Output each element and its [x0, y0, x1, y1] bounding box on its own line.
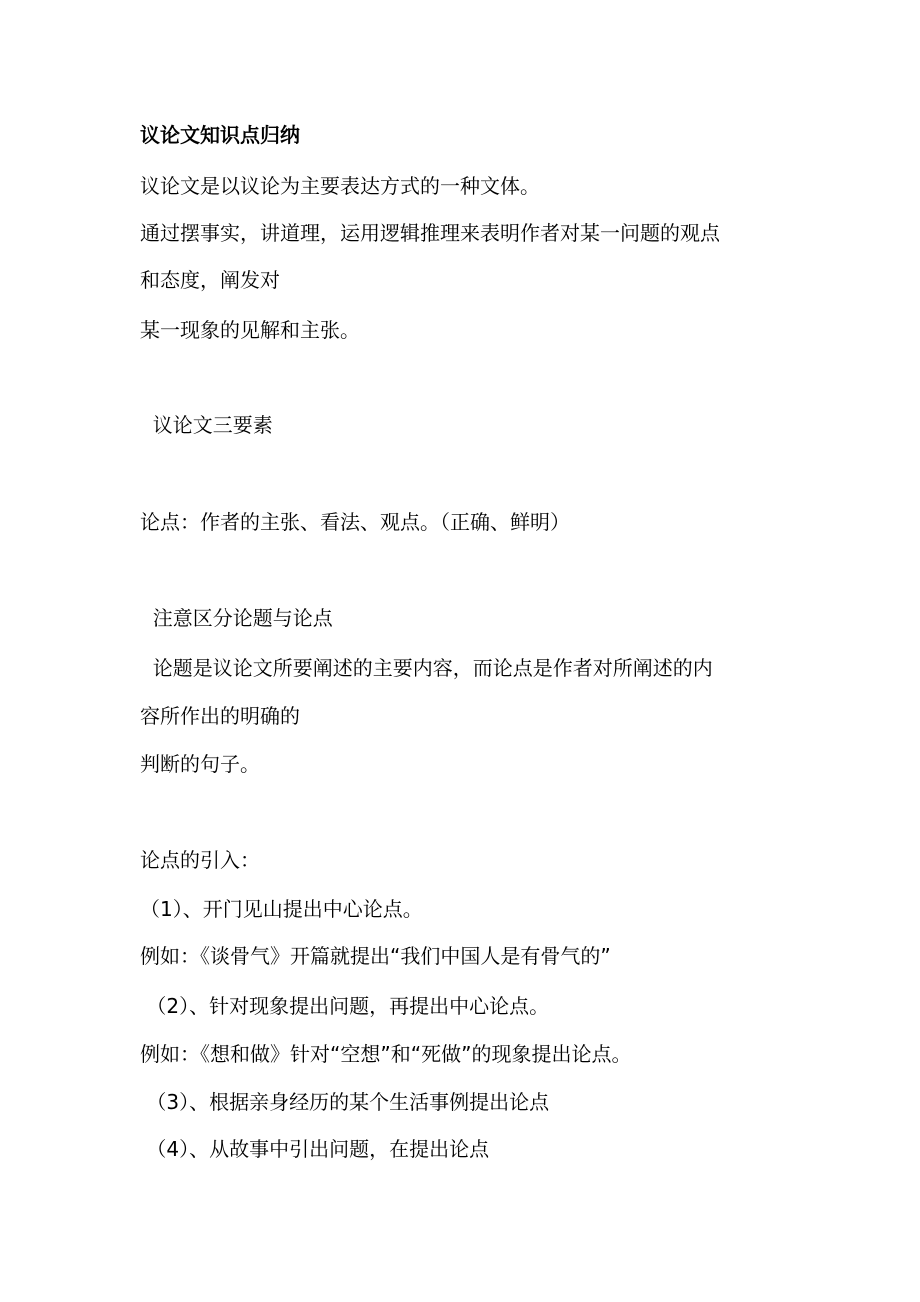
intro-line-1: 议论文是以议论为主要表达方式的一种文体。	[140, 174, 540, 198]
three-elements-heading: 议论文三要素	[140, 413, 273, 437]
argument-definition: 论点：作者的主张、看法、观点。（正确、鲜明）	[140, 510, 570, 534]
distinguish-line-3: 判断的句子。	[140, 752, 260, 776]
intro-line-4: 某一现象的见解和主张。	[140, 318, 360, 342]
introduction-item-3: （3）、根据亲身经历的某个生活事例提出论点	[140, 1090, 550, 1114]
introduction-example-1: 例如：《谈骨气》开篇就提出“我们中国人是有骨气的”	[140, 944, 611, 968]
distinguish-line-1: 论题是议论文所要阐述的主要内容，而论点是作者对所阐述的内	[140, 656, 713, 680]
introduction-example-2: 例如：《想和做》针对“空想”和“死做”的现象提出论点。	[140, 1042, 632, 1066]
distinguish-heading: 注意区分论题与论点	[140, 606, 333, 630]
introduction-heading: 论点的引入：	[140, 848, 260, 872]
distinguish-line-2: 容所作出的明确的	[140, 704, 300, 728]
intro-line-3: 和态度，阐发对	[140, 268, 280, 292]
introduction-item-4: （4）、从故事中引出问题，在提出论点	[140, 1137, 490, 1161]
introduction-item-2: （2）、针对现象提出问题，再提出中心论点。	[140, 994, 550, 1018]
intro-line-2: 通过摆事实，讲道理，运用逻辑推理来表明作者对某一问题的观点	[140, 221, 720, 245]
document-title: 议论文知识点归纳	[140, 123, 300, 147]
introduction-item-1: （1）、开门见山提出中心论点。	[140, 897, 423, 921]
